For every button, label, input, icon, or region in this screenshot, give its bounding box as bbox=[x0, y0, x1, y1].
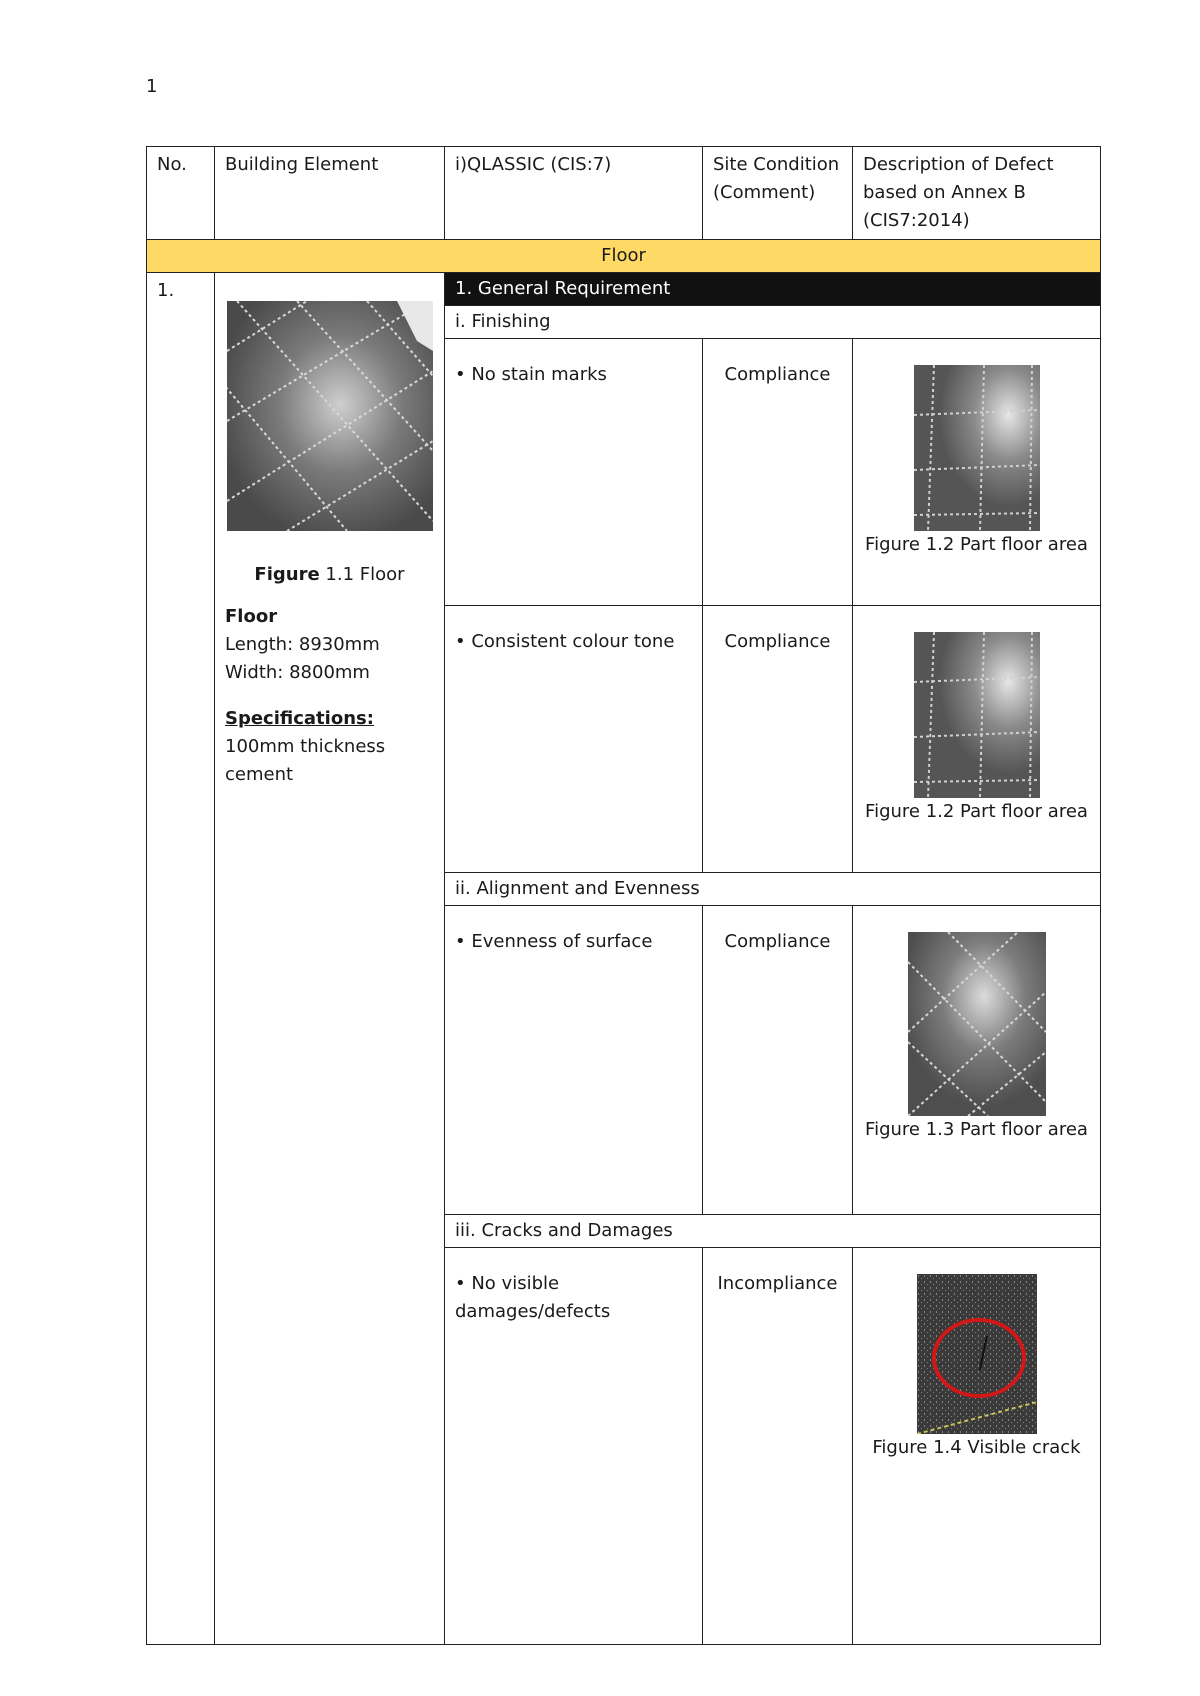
section-title: Floor bbox=[147, 240, 1101, 273]
criterion-cell bbox=[445, 1248, 703, 1645]
floor-length: Length: 8930mm bbox=[225, 634, 380, 655]
criterion-text: • Consistent colour tone bbox=[455, 631, 674, 652]
specifications bbox=[225, 705, 434, 789]
defect-caption: Figure 1.2 Part floor area bbox=[865, 801, 1088, 822]
figure-name: Floor bbox=[359, 564, 405, 585]
crack-photo bbox=[917, 1274, 1037, 1434]
tile-photo bbox=[914, 632, 1040, 798]
defect-cell bbox=[853, 1248, 1101, 1645]
status-cell: Incompliance bbox=[703, 1248, 853, 1645]
header-qlassic: i)QLASSIC (CIS:7) bbox=[445, 147, 703, 240]
header-site-condition: Site Condition (Comment) bbox=[703, 147, 853, 240]
floor-photo bbox=[227, 301, 433, 531]
defect-cell bbox=[853, 906, 1101, 1215]
general-requirement-row bbox=[147, 273, 1101, 306]
spec-text: 100mm thickness cement bbox=[225, 736, 386, 785]
row-number: 1. bbox=[147, 273, 215, 1645]
defect-caption: Figure 1.3 Part floor area bbox=[865, 1119, 1088, 1140]
defect-caption: Figure 1.4 Visible crack bbox=[872, 1437, 1081, 1458]
defect-cell bbox=[853, 606, 1101, 873]
floor-title: Floor bbox=[225, 606, 278, 627]
status-cell: Compliance bbox=[703, 906, 853, 1215]
group-title-finishing: i. Finishing bbox=[445, 306, 1101, 339]
defect-cell bbox=[853, 339, 1101, 606]
criterion-cell bbox=[445, 906, 703, 1215]
criterion-text: • No visible damages/defects bbox=[455, 1273, 610, 1322]
header-defect-description: Description of Defect based on Annex B (CIS7:2014) bbox=[853, 147, 1101, 240]
figure-number: 1.1 bbox=[325, 564, 355, 585]
inspection-table bbox=[146, 146, 1101, 1645]
figure-1-1-caption bbox=[225, 561, 434, 589]
status-cell: Compliance bbox=[703, 606, 853, 873]
header-building-element: Building Element bbox=[215, 147, 445, 240]
floor-width: Width: 8800mm bbox=[225, 662, 370, 683]
section-row bbox=[147, 240, 1101, 273]
floor-dimensions bbox=[225, 603, 434, 687]
page-number: 1 bbox=[146, 76, 158, 97]
spec-title: Specifications: bbox=[225, 708, 374, 729]
group-title-alignment: ii. Alignment and Evenness bbox=[445, 873, 1101, 906]
criterion-cell bbox=[445, 606, 703, 873]
tile-photo bbox=[914, 365, 1040, 531]
general-requirement-title: 1. General Requirement bbox=[445, 273, 1101, 306]
figure-label: Figure bbox=[254, 564, 320, 585]
criterion-text: • No stain marks bbox=[455, 364, 607, 385]
tile-photo bbox=[908, 932, 1046, 1116]
criterion-cell bbox=[445, 339, 703, 606]
status-cell: Compliance bbox=[703, 339, 853, 606]
building-element-cell bbox=[215, 273, 445, 1645]
group-title-cracks: iii. Cracks and Damages bbox=[445, 1215, 1101, 1248]
defect-caption: Figure 1.2 Part floor area bbox=[865, 534, 1088, 555]
header-row bbox=[147, 147, 1101, 240]
criterion-text: • Evenness of surface bbox=[455, 931, 652, 952]
header-no: No. bbox=[147, 147, 215, 240]
